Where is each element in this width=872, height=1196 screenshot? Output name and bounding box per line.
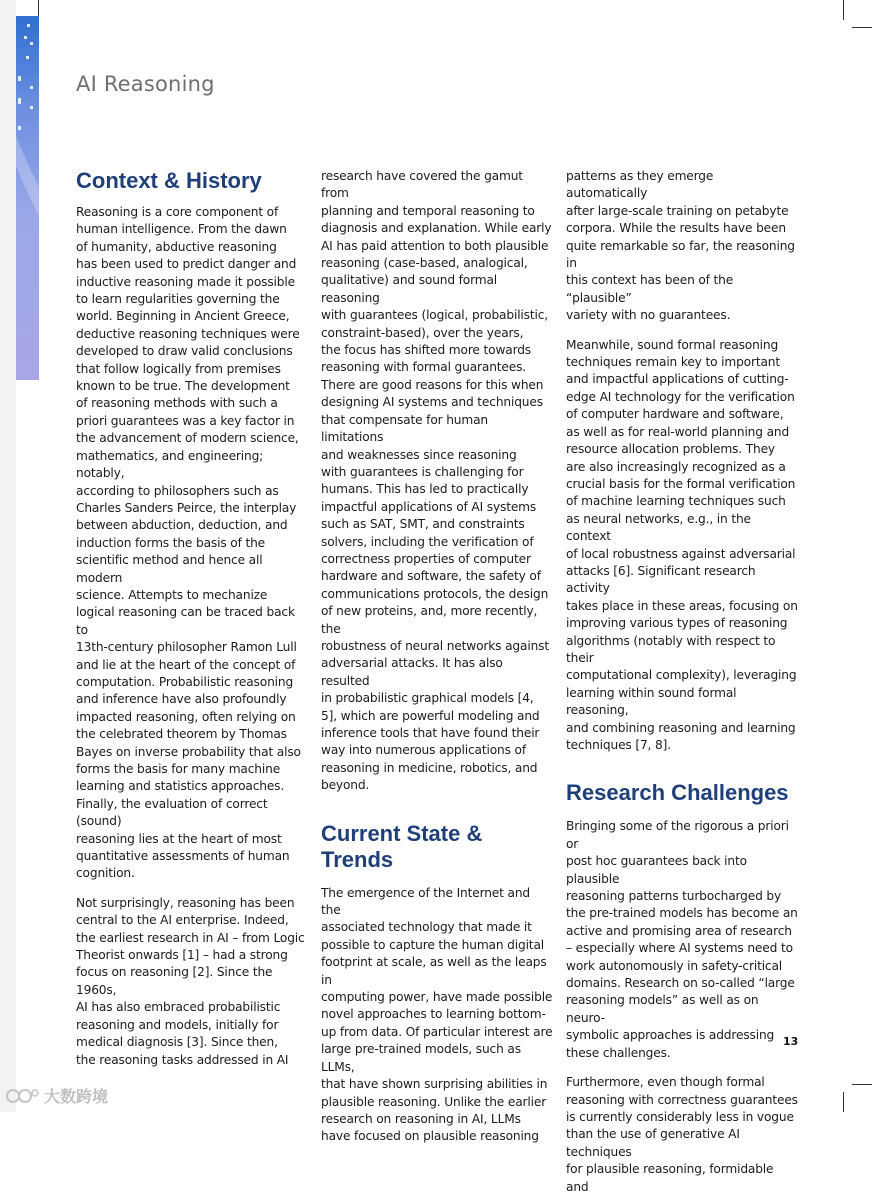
column-1: [76, 168, 308, 1069]
paragraph: The emergence of the Internet and the associated technology that made it possible to capture the human digital footprint at scale, as well as the leaps in computing power, have made possible novel approaches to learning bottom- up from data. Of particular interest are large pre-trained models, such as LLMs, that have shown surprising abilities in plausible reasoning. Unlike the earlier research on reasoning in AI, LLMs have focused on plausible reasoning: [321, 885, 553, 1144]
paragraph: research have covered the gamut from planning and temporal reasoning to diagnosis and explanation. While early AI has paid attention to both plausible reasoning (case-based, analogical, qualitative) and sound formal reasoning with guarantees (logical, probabilistic, constraint-based), over the years, the focus has shifted more towards reasoning with formal guarantees. There are good reasons for this when designing AI systems and techniques that compensate for human limitations and weaknesses since reasoning with guarantees is challenging for humans. This has led to practically impactful applications of AI systems such as SAT, SMT, and constraints solvers, including the verification of correctness properties of computer hardware and software, the safety of communications protocols, the design of new proteins, and, more recently, the robustness of neural networks against adversarial attacks. It has also resulted in probabilistic graphical models [4, 5], which are powerful modeling and inference tools that have found their way into numerous applications of reasoning in medicine, robotics, and beyond.: [321, 169, 552, 793]
crop-mark: [852, 27, 872, 28]
crop-mark: [843, 0, 844, 20]
paragraph: patterns as they emerge automatically after large-scale training on petabyte corpora. While the results have been quite remarkable so far, the reasoning in this context has been of the “plausible” variety with no guarantees.: [566, 169, 795, 323]
crop-mark: [843, 1092, 844, 1112]
page-bleed-strip: [0, 0, 16, 1112]
watermark-logo-icon: [6, 1087, 40, 1105]
page-number: 13: [783, 1035, 799, 1048]
paragraph: Furthermore, even though formal reasoning with correctness guarantees is currently considerably less in vogue than the use of generative AI techniques for plausible reasoning, formidable and: [566, 1075, 798, 1194]
paragraph: Not surprisingly, reasoning has been central to the AI enterprise. Indeed, the earliest research in AI – from Logic Theorist onwards [1] – had a strong focus on reasoning [2]. Since the 1960s, AI has also embraced probabilistic reasoning and models, initially for medical diagnosis [3]. Since then, the reasoning tasks addressed in AI: [76, 895, 305, 1067]
running-title: AI Reasoning: [76, 72, 215, 96]
paragraph: Reasoning is a core component of human intelligence. From the dawn of humanity, abductive reasoning has been used to predict danger and inductive reasoning made it possible to learn regularities governing the world. Beginning in Ancient Greece, deductive reasoning techniques were developed to draw valid conclusions that follow logically from premises known to be true. The development of reasoning methods with such a priori guarantees was a key factor in the advancement of modern science, mathematics, and engineering; notably, according to philosophers such as Charles Sanders Peirce, the interplay between abduction, deduction, and induction forms the basis of the scientific method and hence all modern science. Attempts to mechanize logical reasoning can be traced back to 13th-century philosopher Ramon Lull and lie at the heart of the concept of computation. Probabilistic reasoning and inference have also profoundly impacted reasoning, often relying on the celebrated theorem by Thomas Bayes on inverse probability that also forms the basis for many machine learning and statistics approaches. Finally, the evaluation of correct (sound) reasoning lies at the heart of most quantitative assessments of human cognition.: [76, 205, 301, 881]
heading-research-challenges: Research Challenges: [566, 780, 789, 806]
column-2: [321, 168, 553, 1146]
heading-context-history: Context & History: [76, 168, 262, 193]
paragraph: Bringing some of the rigorous a priori or post hoc guarantees back into plausible reasoning patterns turbocharged by the pre-trained models has become an active and promising area of research – especially where AI systems need to work autonomously in safety-critical domains. Research on so-called “large reasoning models” as well as on neuro- symbolic approaches is addressing these challenges.: [566, 819, 798, 1060]
decorative-accent-bar: [16, 16, 39, 380]
watermark-text: 大数跨境: [44, 1087, 109, 1106]
watermark: [6, 1084, 108, 1107]
paragraph: Meanwhile, sound formal reasoning techniques remain key to important and impactful applications of cutting- edge AI technology for the verification of computer hardware and software, as well as for real-world planning and resource allocation problems. They are also increasingly recognized as a crucial basis for the formal verification of machine learning techniques such as neural networks, e.g., in the context of local robustness against adversarial attacks [6]. Significant research activity takes place in these areas, focusing on improving various types of reasoning algorithms (notably with respect to their computational complexity), leveraging learning within sound formal reasoning, and combining reasoning and learning techniques [7, 8].: [566, 337, 798, 752]
accent-pattern-icon: [16, 16, 39, 380]
column-3: [566, 168, 798, 1196]
heading-current-state: Current State & Trends: [321, 820, 483, 872]
crop-mark: [852, 1084, 872, 1085]
